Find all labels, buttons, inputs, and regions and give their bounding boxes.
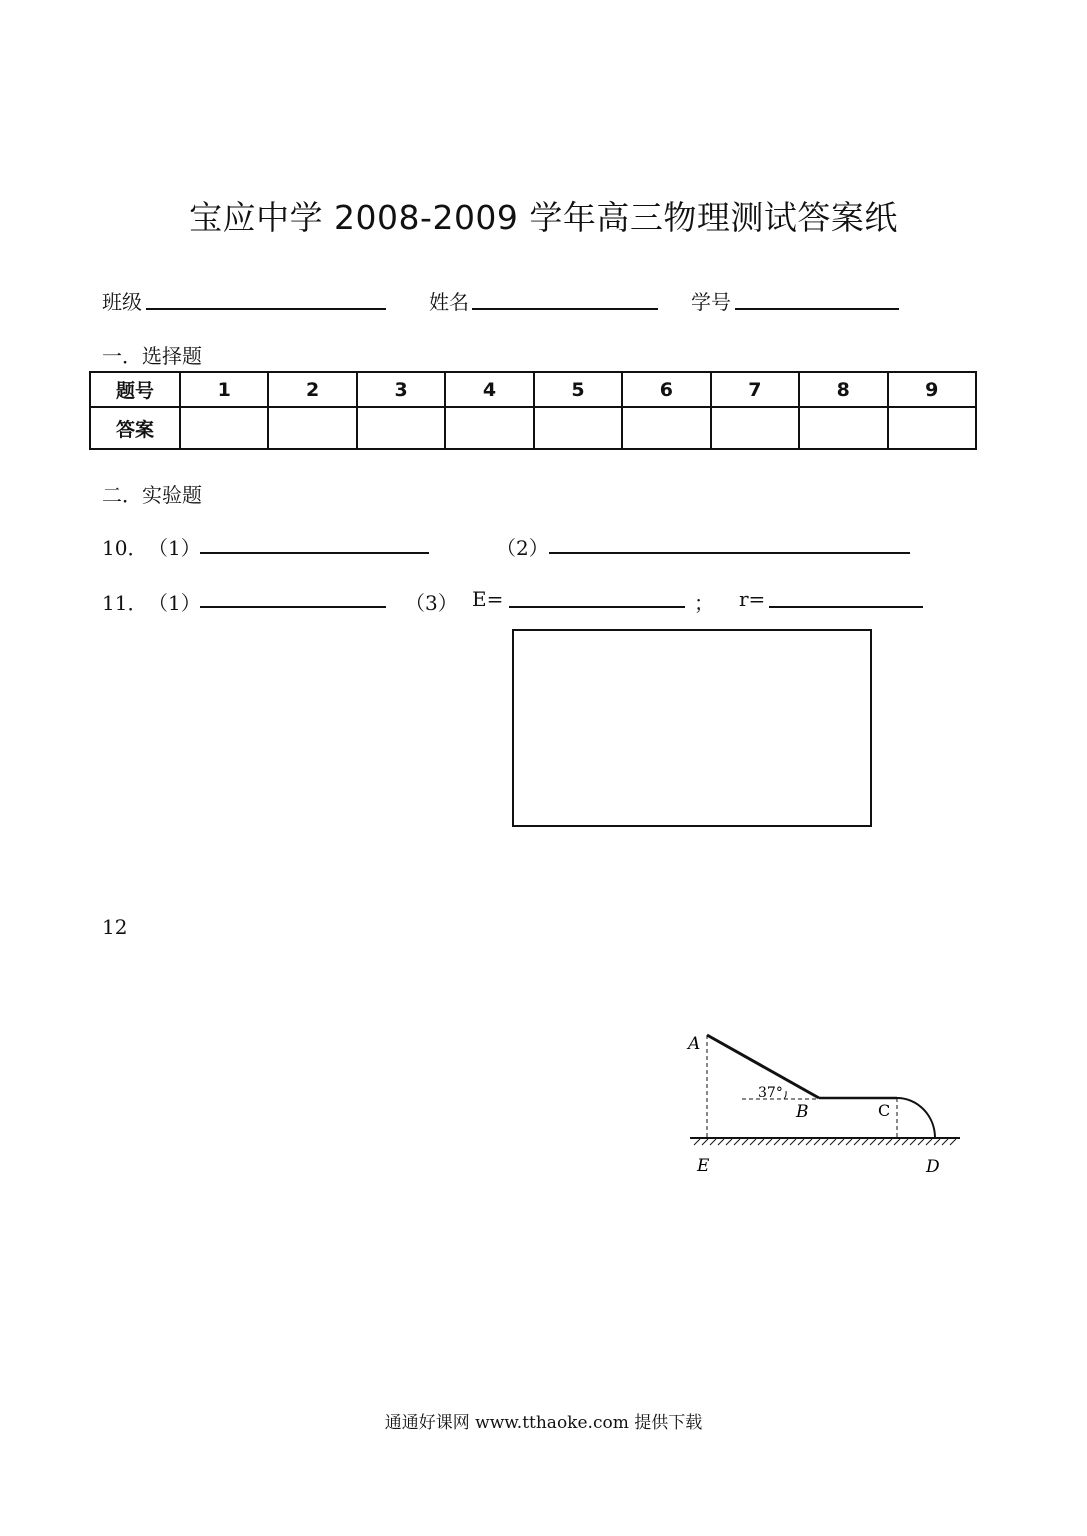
table-row [90, 407, 976, 449]
question-number-cell: 8 [799, 372, 887, 407]
answer-label-cell: 答案 [90, 407, 180, 449]
answer-cell[interactable] [534, 407, 622, 449]
q10-part2-label: （2） [496, 536, 549, 560]
q10-part2-blank[interactable] [549, 552, 910, 554]
q11-number: 11． [102, 591, 148, 615]
q11-r-label: r= [739, 587, 766, 611]
table-row [90, 372, 976, 407]
student-id-field[interactable] [735, 308, 899, 310]
point-e-label: E [697, 1156, 710, 1176]
answer-cell[interactable] [445, 407, 533, 449]
class-field[interactable] [146, 308, 386, 310]
student-id-label: 学号 [691, 290, 731, 314]
point-b-label: B [796, 1102, 809, 1122]
q11-part3-label: （3） [405, 591, 458, 615]
answer-cell[interactable] [711, 407, 799, 449]
q10-part1-label: （1） [148, 536, 201, 560]
header-label-cell: 题号 [90, 372, 180, 407]
answer-table [89, 371, 977, 450]
answer-cell[interactable] [799, 407, 887, 449]
q10-number: 10． [102, 536, 148, 560]
question-number-cell: 1 [180, 372, 268, 407]
name-field[interactable] [472, 308, 658, 310]
question-number-cell: 6 [622, 372, 710, 407]
q12-number: 12 [102, 915, 128, 939]
section-choice-heading: 一．选择题 [102, 344, 202, 368]
question-number-cell: 9 [888, 372, 977, 407]
point-c-label: C [878, 1101, 891, 1120]
class-label: 班级 [102, 290, 142, 314]
incline-track-diagram [680, 1025, 970, 1185]
q10-part1-blank[interactable] [200, 552, 429, 554]
page-title: 宝应中学 2008-2009 学年高三物理测试答案纸 [189, 198, 898, 237]
q11-e-label: E= [472, 587, 504, 611]
q11-separator: ； [694, 591, 714, 615]
answer-cell[interactable] [268, 407, 356, 449]
q11-part1-blank[interactable] [200, 606, 386, 608]
ground-hatching [694, 1139, 956, 1145]
answer-cell[interactable] [622, 407, 710, 449]
q11-e-blank[interactable] [509, 606, 685, 608]
answer-cell[interactable] [180, 407, 268, 449]
q11-r-blank[interactable] [769, 606, 923, 608]
question-number-cell: 4 [445, 372, 533, 407]
question-number-cell: 5 [534, 372, 622, 407]
point-a-label: A [688, 1034, 701, 1054]
question-number-cell: 3 [357, 372, 445, 407]
q11-part1-label: （1） [148, 591, 201, 615]
angle-label: 37° [758, 1085, 783, 1101]
footer-credit: 通通好课网 www.tthaoke.com 提供下载 [384, 1413, 703, 1433]
section-experiment-heading: 二．实验题 [102, 483, 202, 507]
point-d-label: D [926, 1157, 940, 1177]
question-number-cell: 7 [711, 372, 799, 407]
curve-cd [897, 1098, 935, 1138]
angle-arc [784, 1091, 786, 1099]
circuit-drawing-box[interactable] [512, 629, 872, 827]
name-label: 姓名 [429, 290, 469, 314]
answer-cell[interactable] [888, 407, 977, 449]
answer-cell[interactable] [357, 407, 445, 449]
question-number-cell: 2 [268, 372, 356, 407]
